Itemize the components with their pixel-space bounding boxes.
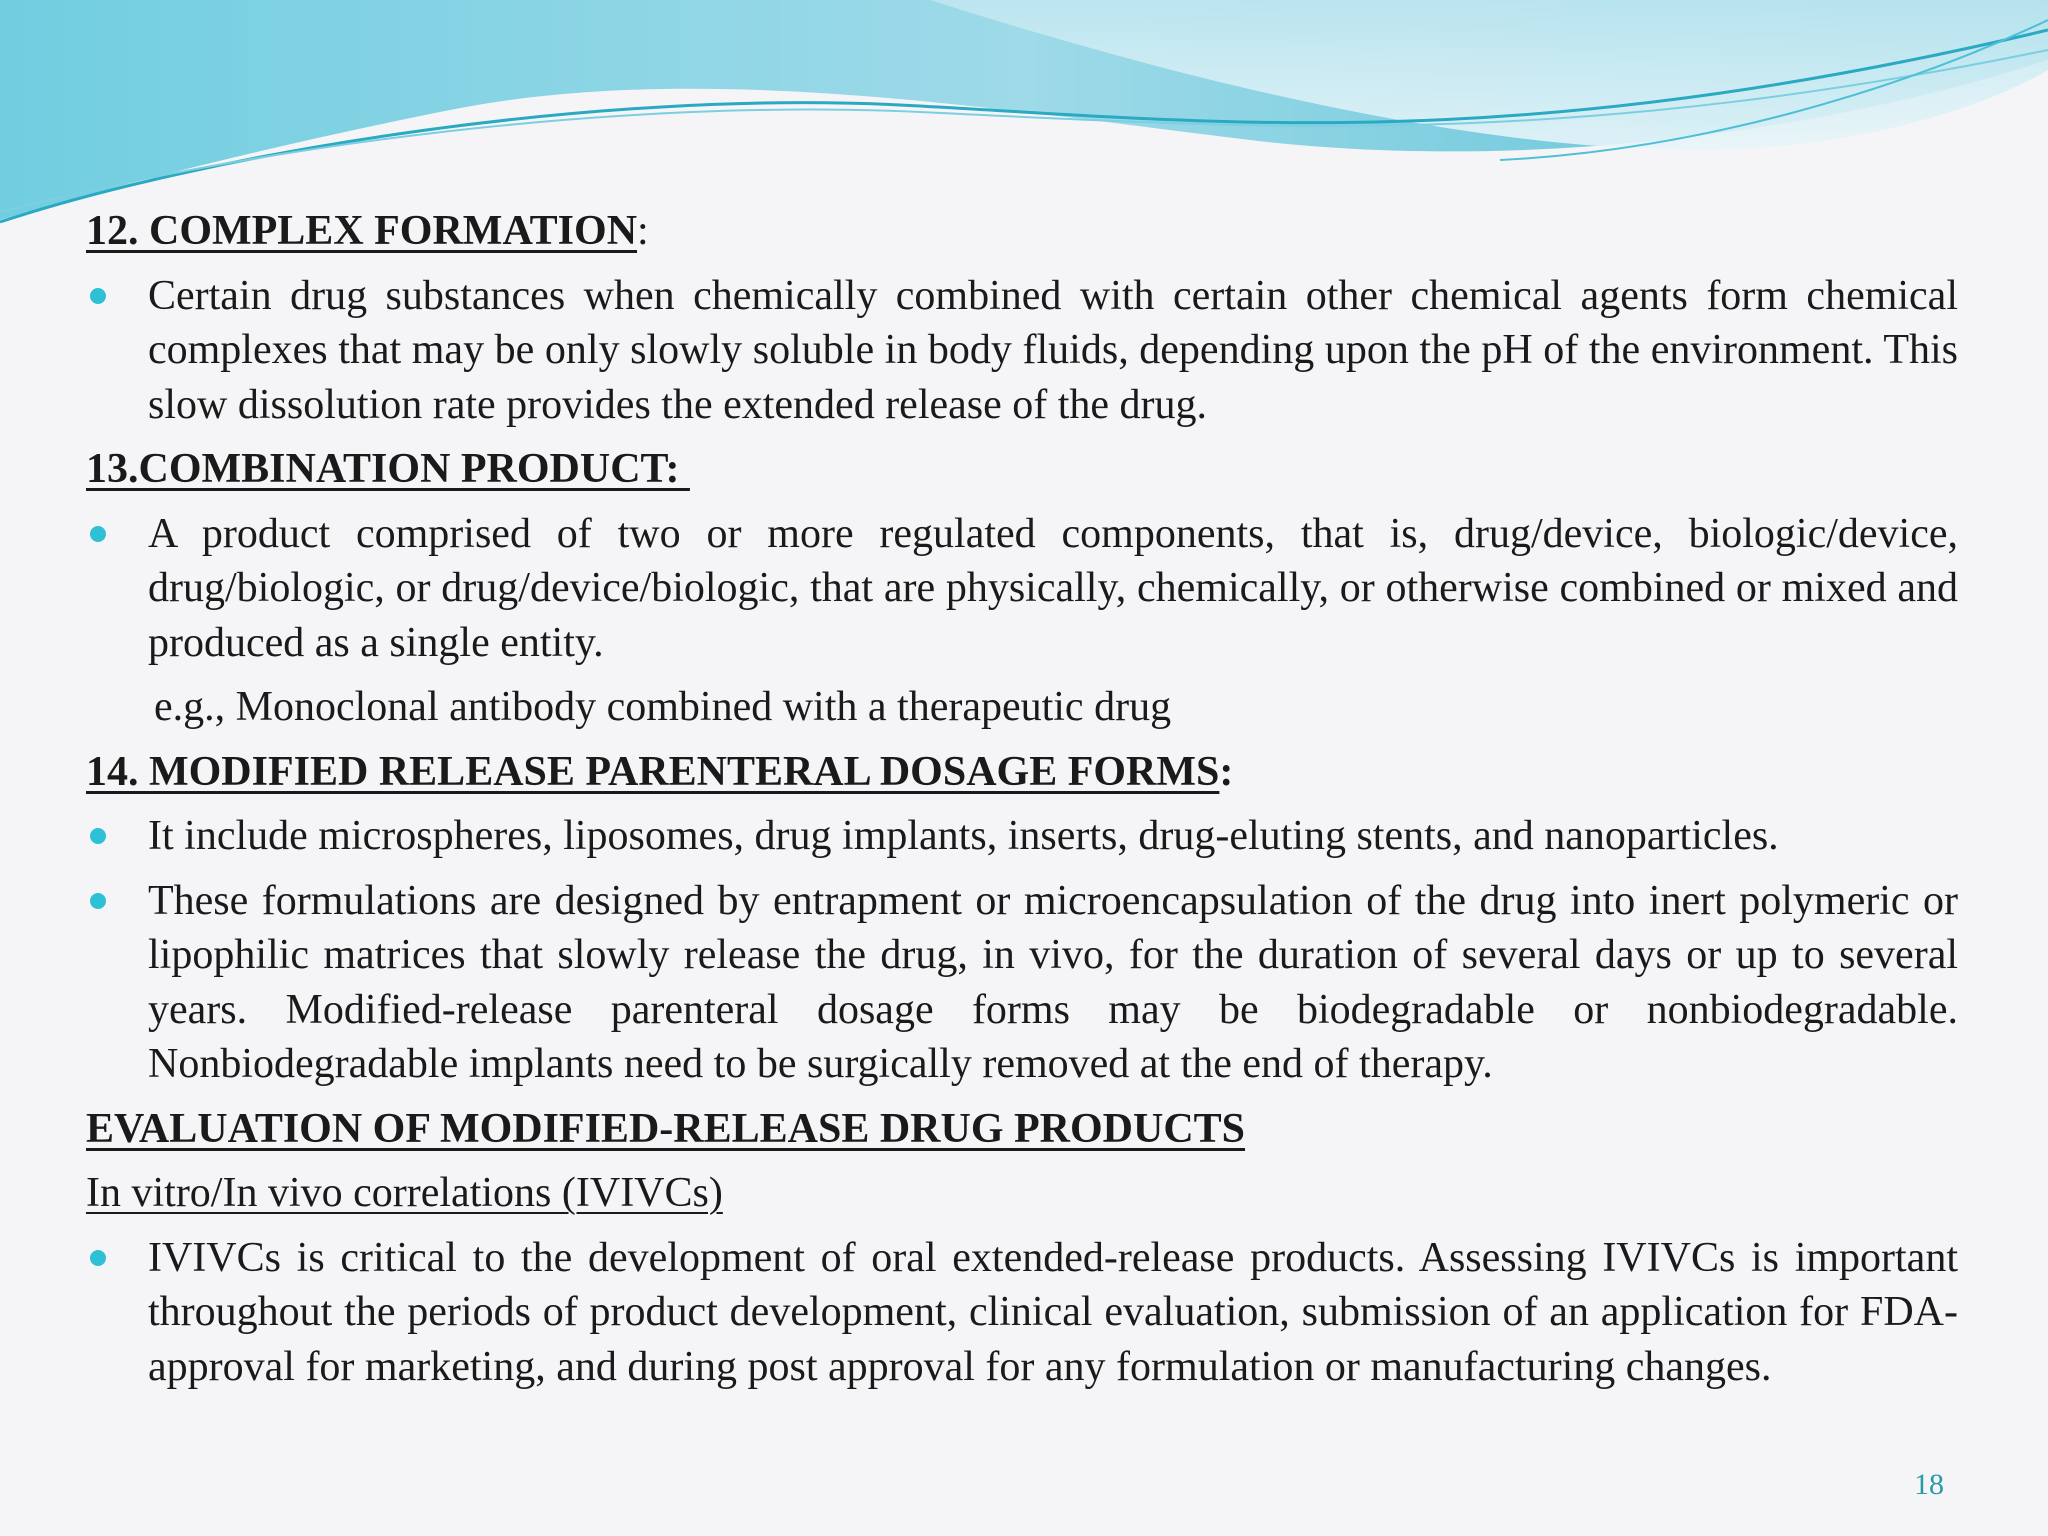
bullet-text: These formulations are designed by entrapment or microencapsulation of the drug into inert polymeric or lipophilic matrices that slowly release the drug, in vivo, for the duration of several days or up to several years. Modified-release parenteral dosage forms may be biodegradable or nonbiodegradable. Nonbiodegradable implants need to be surgically removed at the end of therapy. <box>148 877 1958 1087</box>
section-heading-complex-formation <box>86 204 1958 259</box>
bullet-parenteral-1 <box>86 809 1958 864</box>
heading-text: 14. MODIFIED RELEASE PARENTERAL DOSAGE FORMS <box>86 748 1220 795</box>
bullet-dot-icon <box>90 893 106 909</box>
bullet-ivivc <box>86 1231 1958 1395</box>
heading-suffix: : <box>1219 748 1234 795</box>
bullet-combination-product <box>86 507 1958 671</box>
bullet-dot-icon <box>90 1250 106 1266</box>
heading-text: EVALUATION OF MODIFIED-RELEASE DRUG PRODUCTS <box>86 1105 1246 1152</box>
heading-suffix: : <box>637 208 649 254</box>
bullet-text: IVIVCs is critical to the development of oral extended-release products. Assessing IVIVCs is important throughout the periods of product development, clinical evaluation, submission of an application for FDA- approval for marketing, and during post approval for any formulation or manufacturing changes. <box>148 1234 1958 1390</box>
bullet-complex-formation <box>86 269 1958 433</box>
bullet-parenteral-2 <box>86 874 1958 1092</box>
bullet-text: Certain drug substances when chemically combined with certain other chemical agents form chemical complexes that may be only slowly soluble in body fluids, depending upon the pH of the environment. This slow dissolution rate provides the extended release of the drug. <box>148 272 1958 428</box>
bullet-dot-icon <box>90 828 106 844</box>
section-heading-evaluation <box>86 1102 1958 1157</box>
bullet-dot-icon <box>90 288 106 304</box>
section-heading-combination-product <box>86 442 1958 497</box>
section-heading-parenteral <box>86 745 1958 800</box>
subheading-ivivc: In vitro/In vivo correlations (IVIVCs) <box>86 1170 723 1216</box>
slide-content <box>86 204 1958 1404</box>
bullet-text: It include microspheres, liposomes, drug implants, inserts, drug-eluting stents, and nanoparticles. <box>148 813 1779 859</box>
bullet-dot-icon <box>90 526 106 542</box>
page-number: 18 <box>1914 1468 1944 1501</box>
example-text: e.g., Monoclonal antibody combined with a therapeutic drug <box>154 684 1172 730</box>
heading-text: 13.COMBINATION PRODUCT: <box>86 446 690 492</box>
bullet-text: A product comprised of two or more regulated components, that is, drug/device, biologic/device, drug/biologic, or drug/device/biologic, that are physically, chemically, or otherwise combined or mixed and produced as a single entity. <box>148 510 1958 666</box>
heading-text: 12. COMPLEX FORMATION <box>86 208 638 254</box>
